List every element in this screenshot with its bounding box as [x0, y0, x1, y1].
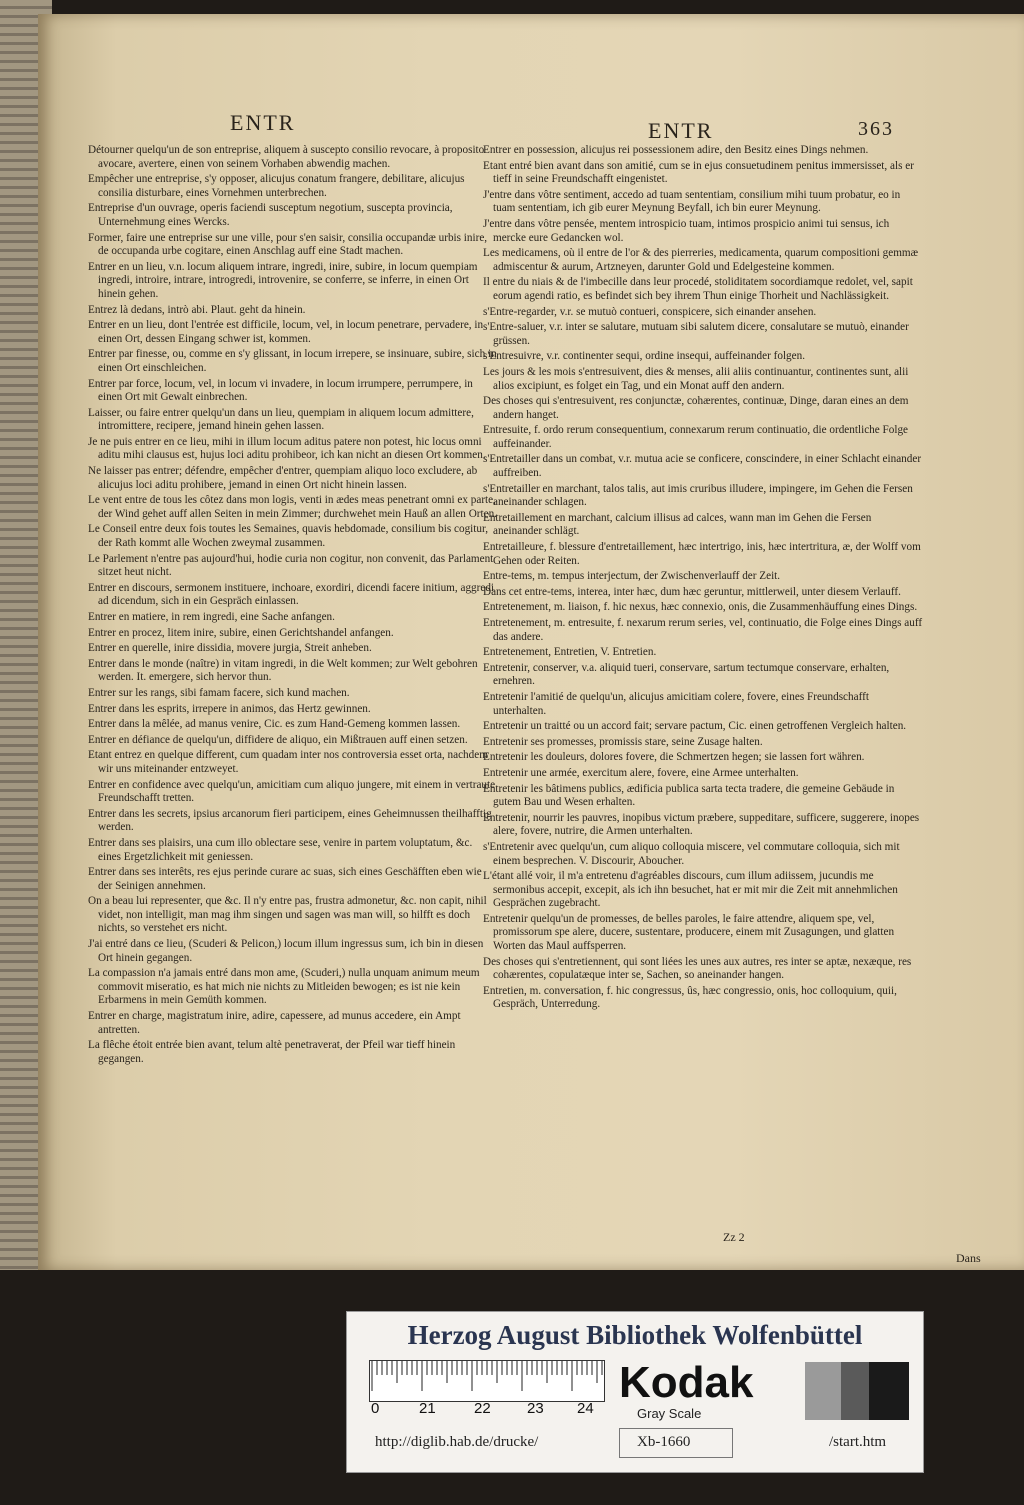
dictionary-entry: Entrer en procez, litem inire, subire, einen Gerichtshandel anfangen. — [88, 626, 394, 639]
dictionary-entry: Entretenir ses promesses, promissis stare, seine Zusage halten. — [483, 735, 763, 748]
dictionary-entry: Entrer en confidence avec quelqu'un, amicitiam cum aliquo jungere, mit einem in vertraute Freundschafft tretten. — [88, 778, 496, 805]
ruler-number: 23 — [527, 1400, 544, 1417]
right-column — [483, 144, 923, 1014]
dictionary-entry: La flêche étoit entrée bien avant, telum altè penetraverat, der Pfeil war tieff hinein gegangen. — [88, 1039, 456, 1065]
running-head-left: ENTR — [230, 110, 296, 135]
ruler-number: 22 — [474, 1400, 491, 1417]
dictionary-entry: Entrer en matiere, in rem ingredi, eine Sache anfangen. — [88, 611, 335, 623]
dictionary-entry: Entrer par finesse, ou, comme en s'y glissant, in locum irrepere, se insinuare, subire, sich in einen Ort einschleichen. — [88, 348, 497, 374]
catchword: Dans — [956, 1251, 981, 1265]
dictionary-entry: Entrer en querelle, inire dissidia, movere jurgia, Streit anheben. — [88, 642, 372, 655]
ruler — [369, 1360, 605, 1402]
dictionary-entry: On a beau lui representer, que &c. Il n'y entre pas, frustra admonetur, &c. non capit, nihil videt, non intelligit, man mag ihm singen und sagen was man will, so hilfft es doch nichts, so verstehet ers nicht. — [88, 895, 487, 935]
dictionary-entry: Ne laisser pas entrer; défendre, empêcher d'entrer, quempiam aliquo loco excludere, ab alicujus loci aditu prohibere, jemand in einen Ort nicht hinein lassen. — [88, 465, 478, 491]
gray-scale-label: Gray Scale — [637, 1406, 702, 1421]
dictionary-entry: Entretenir l'amitié de quelqu'un, alicujus amicitiam colere, fovere, eines Freundschafft unterhalten. — [483, 690, 869, 717]
dictionary-entry: Entrer en un lieu, dont l'entrée est difficile, locum, vel, in locum penetrare, pervadere, in einen Ort, dessen Eingang schwer ist, kommen. — [88, 319, 484, 345]
dictionary-entry: Il entre du niais & de l'imbecille dans leur procedé, stoliditatem socordiamque redolet, vel, sapit eorum agendi ratio, es befindet sich bey ihrem Thun einige Thorheit und Nachlässigkeit. — [483, 276, 913, 302]
dictionary-entry: Etant entré bien avant dans son amitié, cum se in ejus consuetudinem penitus immersisset, als er tieff in seine Freundschafft eingenistet. — [483, 159, 914, 186]
dictionary-entry: Entrer en possession, alicujus rei possessionem adire, den Besitz eines Dings nehmen. — [483, 144, 869, 156]
dictionary-entry: Détourner quelqu'un de son entreprise, aliquem à suscepto consilio revocare, à proposito avocare, avertere, einen von seinem Vorhaben abwendig machen. — [88, 144, 485, 170]
dictionary-entry: J'entre dans vôtre pensée, mentem introspicio tuam, intimos prospicio animi tui sensus, ich mercke eure Gedancken wol. — [483, 217, 890, 244]
dictionary-entry: Entrer en charge, magistratum inire, adire, capessere, ad munus accedere, ein Ampt antretten. — [88, 1010, 461, 1036]
dictionary-entry: Etant entrez en quelque different, cum quadam inter nos controversia esset orta, nachdem wir uns miteinander entzweyet. — [88, 749, 488, 775]
dictionary-entry: Dans cet entre-tems, interea, inter hæc, dum hæc geruntur, mittlerweil, unter diesem Verlauff. — [483, 585, 901, 598]
dictionary-entry: Entreprise d'un ouvrage, operis faciendi susceptum negotium, suscepta provincia, Unternehmung eines Wercks. — [88, 202, 453, 228]
dictionary-entry: Des choses qui s'entretiennent, qui sont liées les unes aux autres, res inter se aptæ, nexæque, res cohærentes, copulatæque inter se, Sachen, so aneinander hangen. — [483, 955, 912, 982]
dictionary-entry: La compassion n'a jamais entré dans mon ame, (Scuderi,) nulla unquam animum meum commovit miseratio, es hat mich nie nichts zu Mitleiden bewogen; es ist nie kein Erbarmens in mein Gemüth kommen. — [88, 967, 480, 1007]
dictionary-entry: Entrer en défiance de quelqu'un, diffidere de aliquo, ein Mißtrauen auff einen setzen. — [88, 733, 468, 746]
book-page — [38, 14, 1024, 1270]
dictionary-entry: Entrer dans ses plaisirs, una cum illo oblectare sese, venire in partem voluptatum, &c. eines Ergetzlichkeit mit geniessen. — [88, 836, 473, 863]
dictionary-entry: Entrez là dedans, intrò abi. Plaut. geht da hinein. — [88, 303, 306, 316]
dictionary-entry: Entrer sur les rangs, sibi famam facere, sich kund machen. — [88, 686, 350, 699]
dictionary-entry: Entresuite, f. ordo rerum consequentium, connexarum rerum continuatio, die ordentliche Folge auffeinander. — [483, 424, 908, 450]
dictionary-entry: Les medicamens, où il entre de l'or & des pierreries, medicamenta, quarum compositioni gemmæ admiscentur & aurum, Artzneyen, darunter Gold und Edelgesteine kommen. — [483, 247, 919, 273]
dictionary-entry: Entretenir, nourrir les pauvres, inopibus victum præbere, suppeditare, sufficere, suggerere, inopes alere, fovere, nutrire, die Armen unterhalten. — [483, 811, 920, 838]
dictionary-entry: Entrer dans la mêlée, ad manus venire, Cic. es zum Hand-Gemeng kommen lassen. — [88, 718, 461, 731]
dictionary-entry: Entre-tems, m. tempus interjectum, der Zwischenverlauff der Zeit. — [483, 570, 781, 583]
dictionary-entry: Le Conseil entre deux fois toutes les Semaines, quavis hebdomade, consilium bis cogitur, der Rath kommt alle Wochen zweymal zusammen. — [88, 523, 489, 550]
dictionary-entry: Les jours & les mois s'entresuivent, dies & menses, alii aliis continuantur, continentes sunt, alii alios excipiunt, es folget ein Tag, und ein Monat auff den andern. — [483, 365, 909, 392]
dictionary-entry: Le Parlement n'entre pas aujourd'hui, hodie curia non cogitur, non convenit, das Parlament sitzet heut nicht. — [88, 552, 494, 579]
dictionary-entry: Laisser, ou faire entrer quelqu'un dans un lieu, quempiam in aliquem locum admittere, intromittere, recipere, jemand hinein gehen lassen. — [88, 406, 474, 433]
gray-patch-black — [869, 1362, 909, 1420]
gray-patch-dark — [841, 1362, 869, 1420]
dictionary-entry: Entrer dans le monde (naître) in vitam ingredi, in die Welt kommen; zur Welt gebohren werden. It. emergere, sich hervor thun. — [88, 657, 478, 684]
kodak-logo: Kodak — [619, 1358, 754, 1407]
start-path: /start.htm — [829, 1434, 887, 1450]
dictionary-entry: Entretenir les bâtimens publics, ædificia publica sarta tecta tradere, die gemeine Gebäude in gutem Bau und Wesen erhalten. — [483, 782, 895, 809]
shelfmark: Xb-1660 — [637, 1434, 691, 1450]
url-text: http://diglib.hab.de/drucke/ — [375, 1434, 539, 1450]
dictionary-entry: Entretenement, m. entresuite, f. nexarum rerum series, vel, continuatio, die Folge eines Dings auff das andere. — [483, 617, 923, 643]
library-target-card — [346, 1311, 924, 1473]
dictionary-entry: s'Entre-saluer, v.r. inter se salutare, mutuam sibi salutem dicere, consalutare se mutuò, einander grüssen. — [483, 321, 909, 347]
left-column — [88, 144, 498, 1068]
running-head-right: ENTR — [648, 118, 714, 143]
dictionary-entry: Entretenir les douleurs, dolores fovere, die Schmertzen hegen; sie lassen fort währen. — [483, 751, 865, 764]
dictionary-entry: Des choses qui s'entresuivent, res conjunctæ, cohærentes, continuæ, Dinge, daran eines an dem andern hanget. — [483, 395, 909, 421]
dictionary-entry: Entrer dans ses interêts, res ejus perinde curare ac suas, sich eines Geschäfften eben wie der Seinigen annehmen. — [88, 866, 482, 892]
dictionary-entry: Le vent entre de tous les côtez dans mon logis, venti in ædes meas penetrant omni ex parte, der Wind gehet auff allen Seiten in mein Zimmer; durchwehet mein Hauß an allen Orten. — [88, 494, 497, 520]
dictionary-entry: Entretailleure, f. blessure d'entretaillement, hæc intertrigo, inis, hæc intertritura, æ, der Wolff vom Gehen oder Reiten. — [483, 541, 921, 567]
dictionary-entry: Entretenir, conserver, v.a. aliquid tueri, conservare, sartum tectumque conservare, erhalten, ernehren. — [483, 661, 890, 688]
dictionary-entry: Entrer dans les esprits, irrepere in animos, das Hertz gewinnen. — [88, 702, 371, 715]
dictionary-entry: Entretenement, m. liaison, f. hic nexus, hæc connexio, onis, die Zusammenhäuffung eines Dings. — [483, 601, 918, 614]
dictionary-entry: s'Entre-regarder, v.r. se mutuò contueri, conspicere, sich einander ansehen. — [483, 305, 817, 318]
dictionary-entry: L'étant allé voir, il m'a entretenu d'agréables discours, cum illum adiissem, jucundis me sermonibus accepit, excepit, als ich ihn besuchet, hat er mit mir die Zeit mit annehmlichen Gesprächen zugebracht. — [483, 870, 898, 910]
dictionary-entry: Entretenir un traitté ou un accord fait; servare pactum, Cic. einen getroffenen Vergleich halten. — [483, 720, 907, 733]
dictionary-entry: Entrer dans les secrets, ipsius arcanorum fieri participem, eines Geheimnussen theilhafftig werden. — [88, 807, 492, 834]
dictionary-entry: Entretenement, Entretien, V. Entretien. — [483, 646, 657, 659]
dictionary-entry: Former, faire une entreprise sur une ville, pour s'en saisir, consilia occupandæ urbis inire, de occupanda urbe cogitare, einen Anschlag auff eine Stadt machen. — [88, 231, 488, 258]
dictionary-entry: s'Entretailler en marchant, talos talis, aut imis cruribus illudere, impingere, im Gehen die Fersen aneinander schlagen. — [483, 482, 913, 509]
dictionary-entry: Empêcher une entreprise, s'y opposer, alicujus conatum frangere, debilitare, alicujus consilia disturbare, eines Vornehmen unterbrechen. — [88, 173, 465, 199]
library-name: Herzog August Bibliothek Wolfenbüttel — [407, 1320, 863, 1350]
ruler-number: 0 — [371, 1400, 380, 1417]
ruler-number: 21 — [419, 1400, 436, 1417]
dictionary-entry: s'Entretailler dans un combat, v.r. mutua acie se conficere, conscindere, in einer Schlacht einander auffreiben. — [483, 453, 922, 480]
gray-patch-mid — [805, 1362, 841, 1420]
ruler-ticks — [370, 1361, 604, 1401]
page-number: 363 — [858, 118, 894, 140]
dictionary-entry: Entrer en discours, sermonem instituere, inchoare, exordiri, dicendi facere initium, aggredi ad dicendum, sich in ein Gespräch einlassen. — [88, 581, 495, 608]
dictionary-entry: Je ne puis entrer en ce lieu, mihi in illum locum aditus patere non potest, hic locus omni aditu mihi clausus est, hujus loci aditu prohibeor, ich kan nicht an diesen Ort kommen. — [88, 435, 486, 462]
dictionary-entry: s'Entresuivre, v.r. continenter sequi, ordine insequi, auffeinander folgen. — [483, 350, 806, 363]
dictionary-entry: Entretaillement en marchant, calcium illisus ad calces, wann man im Gehen die Fersen aneinander schlägt. — [483, 511, 872, 538]
dictionary-entry: J'ai entré dans ce lieu, (Scuderi & Pelicon,) locum illum ingressus sum, ich bin in diesen Ort hinein gegangen. — [88, 938, 484, 964]
dictionary-entry: J'entre dans vôtre sentiment, accedo ad tuam sententiam, consilium mihi tuum probatur, eo in tuam sententiam, ich gib eurer Meynung Beyfall, ich bin eurer Meynung. — [483, 188, 901, 215]
ruler-number: 24 — [577, 1400, 594, 1417]
dictionary-entry: Entrer par force, locum, vel, in locum vi invadere, in locum irrumpere, perrumpere, in einen Ort mit Gewalt einbrechen. — [88, 377, 473, 404]
dictionary-entry: Entretenir une armée, exercitum alere, fovere, eine Armee unterhalten. — [483, 766, 799, 779]
dictionary-entry: Entrer en un lieu, v.n. locum aliquem intrare, ingredi, inire, subire, in locum quempiam ingredi, introire, intrare, introgredi, introvenire, se conferre, se inferre, in einen Ort hinein gehen. — [88, 260, 478, 300]
signature-mark: Zz 2 — [723, 1230, 745, 1244]
dictionary-entry: Entretien, m. conversation, f. hic congressus, ûs, hæc congressio, onis, hoc colloquium, quii, Gespräch, Unterredung. — [483, 984, 897, 1011]
dictionary-entry: Entretenir quelqu'un de promesses, de belles paroles, le faire attendre, aliquem spe, vel, promissorum spe alere, ducere, sustentare, producere, einem mit Zusagungen, und glatten Worten das Maul auffsperren. — [483, 912, 895, 953]
dictionary-entry: s'Entretenir avec quelqu'un, cum aliquo colloquia miscere, vel commutare colloquia, sich mit einem besprechen. V. Discourir, Aboucher. — [483, 840, 900, 867]
